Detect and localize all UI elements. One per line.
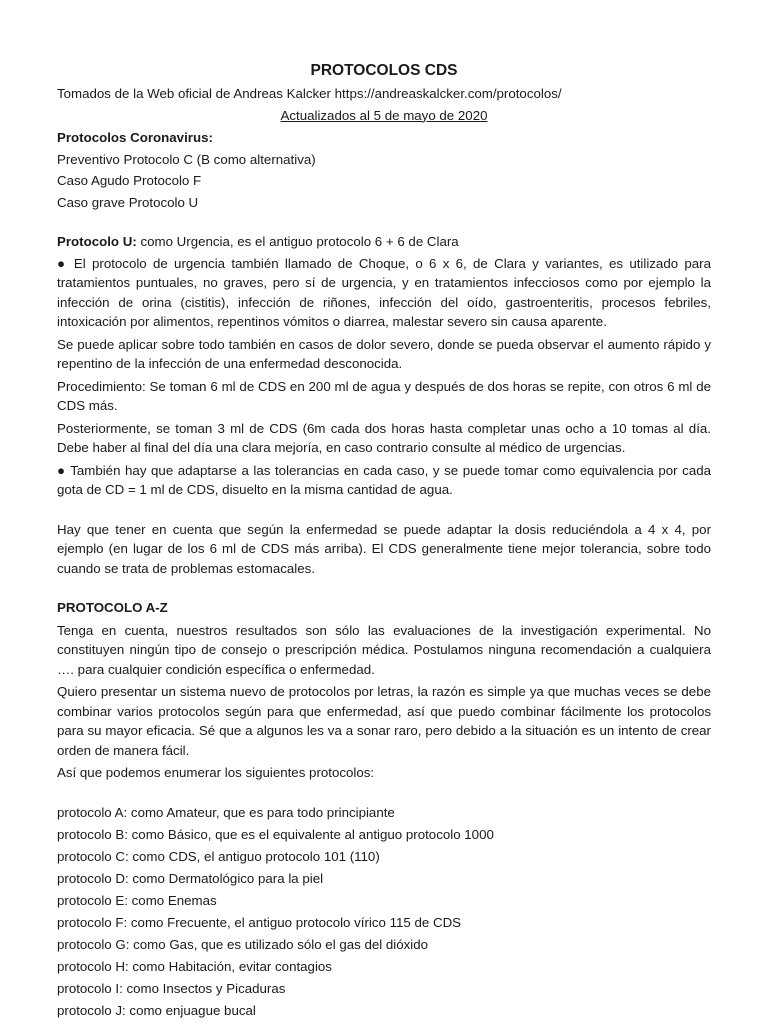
protocol-u-note: Hay que tener en cuenta que según la enfermedad se puede adaptar la dosis reduciéndola a 4 x 4, por ejemplo (en lugar de los 6 ml de CDS más arriba). El CDS generalmente tiene mejor tolerancia, sobre todo cuando se trata de problemas estomacales.: [57, 521, 711, 576]
protocol-az-paragraph: Así que podemos enumerar los siguientes protocolos:: [57, 765, 375, 780]
coronavirus-item: Caso Agudo Protocolo F: [57, 173, 202, 188]
coronavirus-item: Caso grave Protocolo U: [57, 194, 199, 210]
protocol-list-item: protocolo E: como Enemas: [57, 892, 217, 908]
protocol-list-item: protocolo G: como Gas, que es utilizado sólo el gas del dióxido: [57, 937, 429, 953]
protocol-list-item: protocolo J: como enjuague bucal: [57, 1003, 256, 1019]
protocol-u-paragraph: ● También hay que adaptarse a las tolerancias en cada caso, y se puede tomar como equivalencia por cada gota de CD = 1 ml de CDS, disuelto en la misma cantidad de agua.: [57, 462, 711, 497]
coronavirus-heading: Protocolos Coronavirus:: [57, 130, 213, 145]
protocol-list-item: protocolo H: como Habitación, evitar contagios: [57, 959, 332, 975]
protocol-list-item: protocolo C: como CDS, el antiguo protocolo 101 (110): [57, 848, 380, 864]
protocol-list-item: protocolo I: como Insectos y Picaduras: [57, 981, 286, 997]
protocol-u-paragraph: ● El protocolo de urgencia también llamado de Choque, o 6 x 6, de Clara y variantes, es utilizado para tratamientos puntuales, no graves, pero sí de urgencia, y en tratamientos infecciosos como por ejemplo la infección de orina (cistitis), infección de riñones, infección del oído, gastroenteritis, procesos febriles, intoxicación por alimentos, repentinos vómitos o diarrea, malestar severo sin causa aparente.: [57, 255, 711, 329]
source-line: Tomados de la Web oficial de Andreas Kalcker https://andreaskalcker.com/protocolos/: [57, 86, 562, 101]
protocol-list: [57, 803, 711, 1021]
protocol-list-item: protocolo F: como Frecuente, el antiguo protocolo vírico 115 de CDS: [57, 914, 462, 930]
protocol-u-paragraph: Posteriormente, se toman 3 ml de CDS (6m cada dos horas hasta completar unas ocho a 10 tomas al día. Debe haber al final del día una clara mejoría, en caso contrario consulte al médico de urgencias.: [57, 420, 711, 455]
protocol-u-label: Protocolo U:: [57, 234, 137, 249]
protocol-list-item: protocolo A: como Amateur, que es para todo principiante: [57, 804, 395, 820]
coronavirus-item: Preventivo Protocolo C (B como alternativa): [57, 151, 316, 167]
protocol-az-paragraph: Tenga en cuenta, nuestros resultados son sólo las evaluaciones de la investigación experimental. No constituyen ningún tipo de consejo o prescripción médica. Postulamos ninguna recomendación a cualquiera …. para cualquier condición específica o enfermedad.: [57, 622, 711, 677]
protocol-az-paragraph: Quiero presentar un sistema nuevo de protocolos por letras, la razón es simple ya que muchas veces se debe combinar varios protocolos según para que enfermedad, así que puedo combinar fácilmente los protocolos para su mayor eficacia. Sé que a algunos les va a sonar raro, pero debido a la situación es un intento de crear orden de manera fácil.: [57, 684, 711, 758]
protocol-u-paragraph: Procedimiento: Se toman 6 ml de CDS en 200 ml de agua y después de dos horas se repite, con otros 6 ml de CDS más.: [57, 378, 711, 413]
protocol-u-paragraph: Se puede aplicar sobre todo también en casos de dolor severo, donde se pueda observar el aumento rápido y repentino de la infección de una enfermedad desconocida.: [57, 336, 711, 371]
protocol-list-item: protocolo D: como Dermatológico para la piel: [57, 870, 324, 886]
protocol-list-item: protocolo B: como Básico, que es el equivalente al antiguo protocolo 1000: [57, 826, 494, 842]
protocol-u-intro: [57, 232, 711, 252]
updated-line: Actualizados al 5 de mayo de 2020: [280, 107, 488, 123]
protocol-az-heading: PROTOCOLO A-Z: [57, 600, 168, 615]
document-title: PROTOCOLOS CDS: [310, 62, 458, 79]
protocol-u-intro-text: como Urgencia, es el antiguo protocolo 6 + 6 de Clara: [136, 234, 459, 249]
